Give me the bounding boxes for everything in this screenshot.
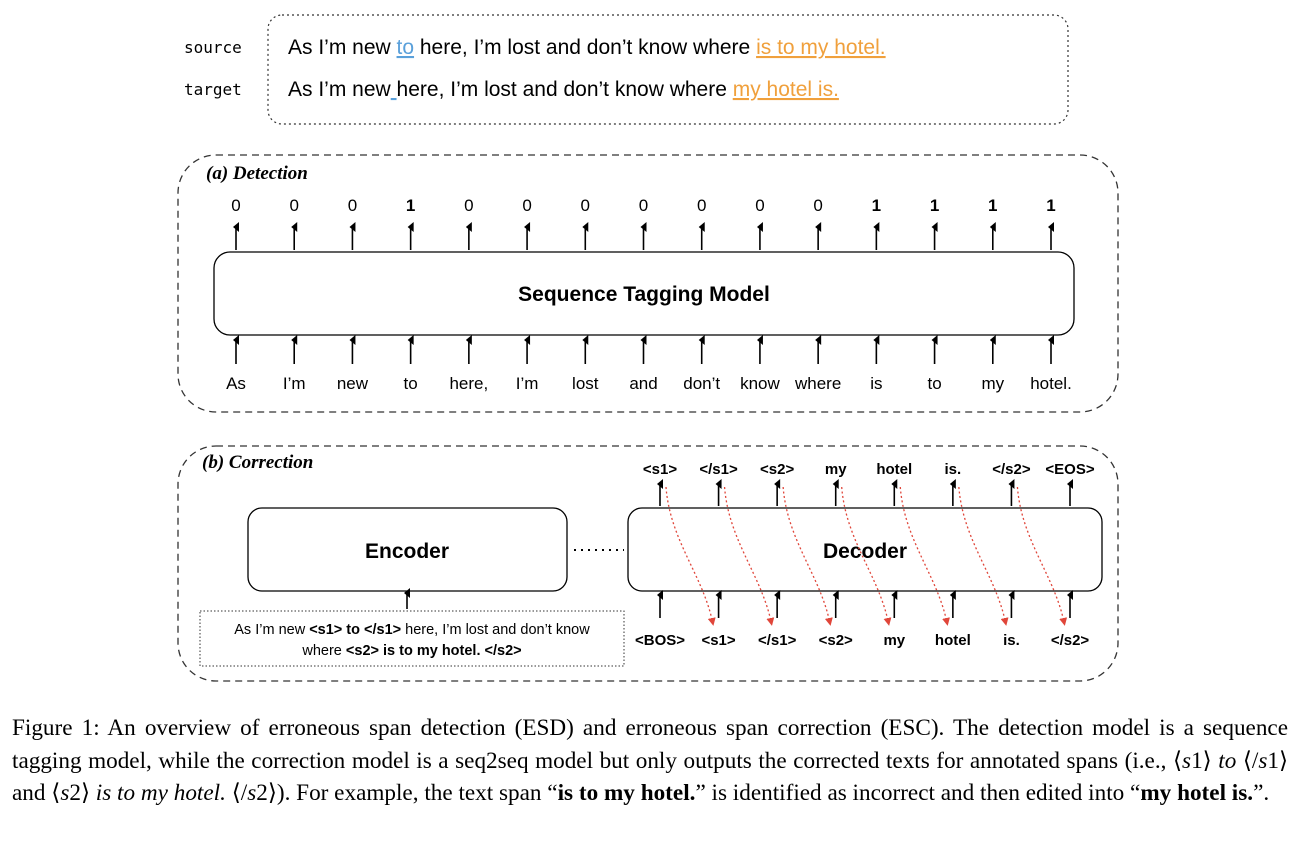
input-token-10: where	[794, 374, 842, 393]
figure-caption: Figure 1: An overview of erroneous span detection (ESD) and erroneous span correction (ESC). The detection model is a sequence tagging model, while the correction model is a seq2seq model but only outputs the corrected texts for annotated spans (i.e., ⟨s1⟩ to ⟨/s1⟩ and ⟨s2⟩ is to my hotel. ⟨/s2⟩). For example, the text span “is to my hotel.” is identified as incorrect and then edited into “my hotel is.”.	[12, 715, 1289, 806]
decoder-input-2: </s1>	[757, 632, 797, 649]
tag-label-8: 0	[696, 196, 707, 215]
input-token-6: lost	[572, 374, 599, 393]
input-token-8: don’t	[683, 374, 721, 393]
tag-label-4: 0	[464, 196, 474, 215]
tag-label-0: 0	[231, 196, 241, 215]
input-token-3: to	[403, 374, 418, 393]
input-token-11: is	[870, 374, 883, 393]
source-label: source	[184, 38, 242, 57]
decoder-input-3: <s2>	[818, 632, 853, 649]
source-target-box	[268, 15, 1068, 124]
encoder-label: Encoder	[364, 540, 450, 563]
input-token-4: here,	[449, 374, 489, 393]
tag-label-6: 0	[580, 196, 591, 215]
encoder-input-line-2: where <s2> is to my hotel. </s2>	[302, 643, 522, 659]
decoder-output-2: <s2>	[760, 461, 795, 478]
decoder-output-5: is.	[944, 461, 962, 478]
decoder-output-7: <EOS>	[1045, 461, 1095, 478]
target-label: target	[184, 80, 242, 99]
tag-label-5: 0	[522, 196, 532, 215]
source-error-span-2: is to my hotel.	[756, 36, 886, 59]
decoder-input-0: <BOS>	[634, 632, 686, 649]
decoder-output-1: </s1>	[699, 461, 738, 478]
sequence-tagging-model-label: Sequence Tagging Model	[518, 283, 770, 306]
input-token-9: know	[740, 374, 780, 393]
decoder-input-1: <s1>	[701, 632, 736, 649]
tag-label-9: 0	[755, 196, 765, 215]
decoder-output-3: my	[824, 461, 847, 478]
source-sentence: As I’m new to here, I’m lost and don’t know where is to my hotel.	[288, 36, 886, 59]
decoder-input-7: </s2>	[1050, 632, 1090, 649]
decoder-input-5: hotel	[934, 632, 971, 649]
tag-label-12: 1	[929, 196, 940, 215]
tag-label-1: 0	[289, 196, 299, 215]
tag-label-7: 0	[638, 196, 649, 215]
decoder-label: Decoder	[822, 540, 908, 563]
target-corrected-span: my hotel is.	[732, 78, 839, 101]
correction-title: (b) Correction	[202, 452, 314, 473]
tag-label-3: 1	[405, 196, 416, 215]
input-token-12: to	[927, 374, 942, 393]
decoder-input-4: my	[883, 632, 906, 649]
input-token-5: I’m	[515, 374, 539, 393]
input-token-7: and	[629, 374, 658, 393]
detection-output-labels	[231, 196, 1055, 215]
decoder-output-6: </s2>	[992, 461, 1031, 478]
encoder-input-line-1: As I’m new <s1> to </s1> here, I’m lost and don’t know	[234, 622, 590, 638]
input-token-13: my	[981, 374, 1005, 393]
decoder-output-0: <s1>	[642, 461, 678, 478]
tag-label-10: 0	[813, 196, 823, 215]
source-error-span-1: to	[396, 36, 415, 59]
input-token-1: I’m	[282, 374, 306, 393]
decoder-output-4: hotel	[876, 461, 913, 478]
target-sentence: As I’m new here, I’m lost and don’t know where my hotel is.	[288, 78, 839, 101]
tag-label-14: 1	[1046, 196, 1056, 215]
decoder-input-tokens	[635, 632, 1089, 649]
decoder-output-tokens	[643, 461, 1095, 478]
input-token-14: hotel.	[1030, 374, 1072, 393]
tag-label-13: 1	[988, 196, 998, 215]
tag-label-11: 1	[871, 196, 882, 215]
tag-label-2: 0	[347, 196, 358, 215]
input-token-0: As	[226, 374, 246, 393]
input-token-2: new	[336, 374, 369, 393]
detection-input-tokens	[226, 374, 1072, 393]
detection-title: (a) Detection	[206, 163, 308, 184]
decoder-input-6: is.	[1003, 632, 1020, 649]
